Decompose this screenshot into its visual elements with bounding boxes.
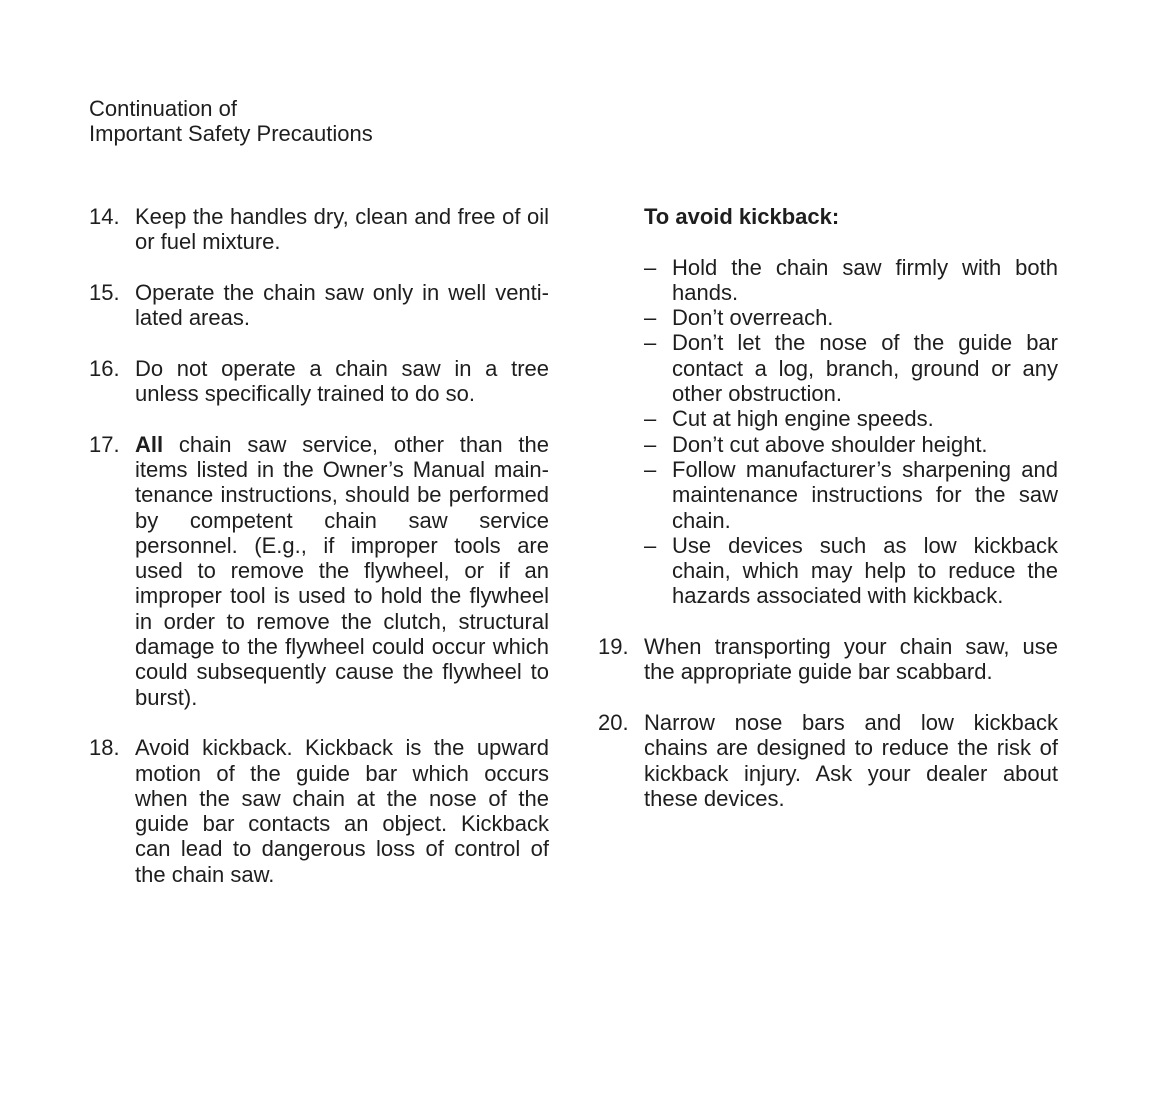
- page-heading: [89, 96, 509, 147]
- list-item: [89, 356, 549, 407]
- item-text: [135, 432, 549, 710]
- dash-bullet: –: [644, 254, 657, 280]
- item-text-rest: chain saw service, other than the items listed in the Owner’s Manual maintenance instructions, should be performed by competent chain saw service personnel. (E.g., if improper tools are used to remove the flywheel, or if an improper tool is used to hold the flywheel in order to remove the clutch, structural damage to the flywheel could occur which could subsequently cause the flywheel to burst).: [135, 431, 549, 710]
- right-column: [598, 204, 1058, 836]
- kickback-list: [598, 255, 1058, 609]
- kickback-title: To avoid kickback:: [644, 204, 840, 229]
- list-item: [598, 634, 1058, 685]
- item-number: 16.: [89, 355, 120, 381]
- dash-bullet: –: [644, 431, 657, 457]
- kickback-item: [644, 406, 1058, 431]
- item-number: 17.: [89, 431, 120, 457]
- kickback-item: [644, 305, 1058, 330]
- kickback-item-text: Don’t cut above shoulder height.: [672, 431, 988, 457]
- kickback-item: [644, 457, 1058, 533]
- kickback-item: [644, 330, 1058, 406]
- list-item: [89, 280, 549, 331]
- kickback-item-text: Cut at high engine speeds.: [672, 406, 934, 432]
- list-item: [89, 204, 549, 255]
- kickback-item-text: Hold the chain saw firmly with both hands.: [672, 254, 1058, 305]
- item-number: 14.: [89, 204, 120, 229]
- item-text: Narrow nose bars and low kickback chains are designed to reduce the risk of kickback injury. Ask your dealer about these devices.: [644, 709, 1058, 811]
- item-text: When transporting your chain saw, use the appropriate guide bar scabbard.: [644, 634, 1058, 685]
- kickback-item: [644, 533, 1058, 609]
- heading-line-2: Important Safety Precautions: [89, 121, 373, 147]
- kickback-item: [644, 255, 1058, 306]
- kickback-item: [644, 432, 1058, 457]
- item-bold-word: All: [135, 431, 164, 457]
- left-column: [89, 204, 549, 912]
- dash-bullet: –: [644, 456, 657, 482]
- kickback-item-text: Use devices such as low kickback chain, which may help to reduce the hazards associated with kickback.: [672, 532, 1058, 609]
- list-item: [89, 735, 549, 887]
- dash-bullet: –: [644, 330, 657, 356]
- dash-bullet: –: [644, 406, 657, 432]
- dash-bullet: –: [644, 305, 657, 331]
- dash-bullet: –: [644, 532, 657, 558]
- item-number: 20.: [598, 709, 629, 735]
- item-number: 15.: [89, 279, 120, 305]
- item-text: Avoid kickback. Kickback is the upward motion of the guide bar which occurs when the saw chain at the nose of the guide bar contacts an object. Kickback can lead to dangerous loss of control of the chain saw.: [135, 735, 549, 887]
- kickback-item-text: Don’t overreach.: [672, 305, 834, 331]
- item-text: Keep the handles dry, clean and free of oil or fuel mixture.: [135, 204, 549, 255]
- item-number: 19.: [598, 634, 629, 660]
- item-number: 18.: [89, 735, 120, 761]
- heading-line-1: Continuation of: [89, 96, 237, 121]
- list-item: [89, 432, 549, 710]
- list-item: [598, 710, 1058, 811]
- item-text: Operate the chain saw only in well ventilated areas.: [135, 279, 549, 331]
- kickback-item-text: Don’t let the nose of the guide bar contact a log, branch, ground or any other obstruction.: [672, 330, 1058, 407]
- item-text: Do not operate a chain saw in a tree unless specifically trained to do so.: [135, 355, 549, 407]
- kickback-item-text: Follow manufacturer’s sharpening and maintenance instructions for the saw chain.: [672, 456, 1058, 533]
